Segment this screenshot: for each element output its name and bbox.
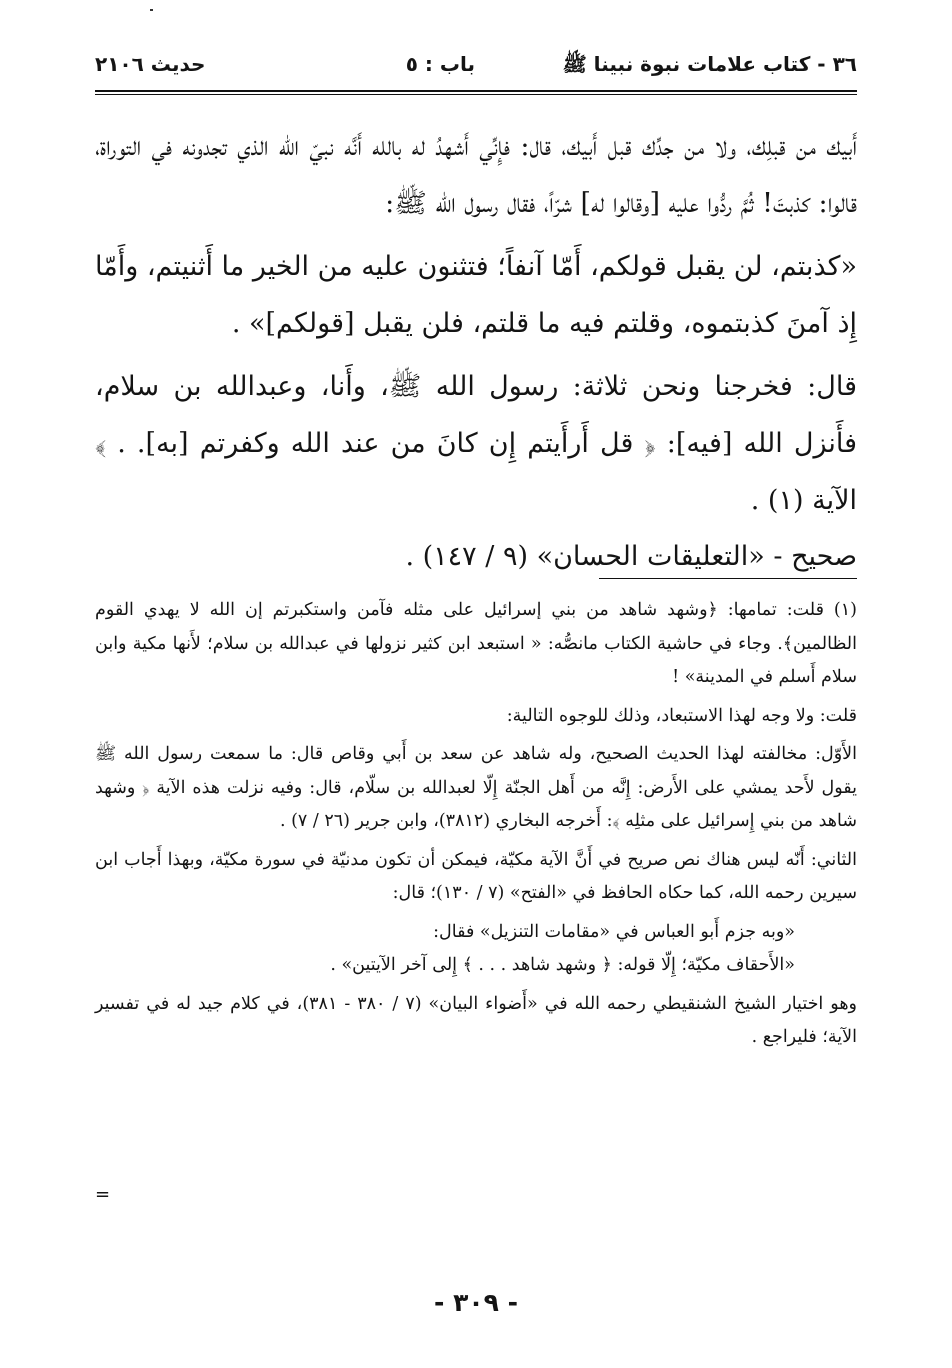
header-rule xyxy=(95,90,857,95)
footnote-quote: «وبه جزم أَبو العباس في «مقامات التنزيل» فقال: xyxy=(433,921,795,942)
footnote-paragraph: الثاني: أَنّه ليس هناك نص صريح في أَنَّ الآية مكيّة، فيمكن أن تكون مدنيّة في سورة مكيّة، وبهذا أَجاب ابن سيرين رحمه الله، كما حكاه الحافظ في «الفتح» (٧ / ١٣٠)؛ قال: xyxy=(95,849,857,903)
footnote-quote: «الأَحقاف مكيّة؛ إِلّا قوله: ﴿ وشهد شاهد . . . ﴾ إِلى آخر الآيتين» . xyxy=(330,955,795,975)
chapter-title: ٣٦ - كتاب علامات نبوة نبينا ﷺ xyxy=(562,52,857,76)
main-paragraph: أَبيك من قبلِك، ولا من جدِّك قبل أَبيك، قال: فإِنِّي أَشهدُ له بالله أَنَّه نبيّ الله الذي تجدونه في التوراة، قالوا: كذبتَ! ثُمَّ ردُّوا عليه [وقالوا له] شرّاً، فقال رسول الله ﷺ: xyxy=(95,131,857,219)
main-paragraph: قال: فخرجنا ونحن ثلاثة: رسول الله ﷺ، وأَنا، وعبدالله بن سلام، فأَنزل الله [فيه]: ﴿ قل أَرأَيتم إِن كانَ من عند الله وكفرتم [به]. . ﴾ الآية (١) . xyxy=(95,371,857,516)
main-text xyxy=(95,118,857,585)
footnote-paragraph: (١) قلت: تمامها: ﴿وشهد شاهد من بني إسرائيل على مثله فآمن واستكبرتم إن الله لا يهدي القوم الظالمين﴾. وجاء في حاشية الكتاب مانصُّه: « استبعد ابن كثير نزولها في عبدالله بن سلام؛ لأَنها مكية وابن سلام أَسلم في المدينة» ! xyxy=(95,600,857,687)
scan-speck xyxy=(150,9,153,11)
main-paragraph: «كذبتم، لن يقبل قولكم، أَمّا آنفاً؛ فتثنون عليه من الخير ما أَثنيتم، وأَمّا إِذ آمنَ كذبتموه، وقلتم فيه ما قلتم، فلن يقبل [قولكم]» . xyxy=(95,251,857,339)
hadith-number: حديث ٢١٠٦ xyxy=(95,52,206,76)
footnotes xyxy=(95,594,857,1060)
footnote-paragraph: وهو اختيار الشيخ الشنقيطي رحمه الله في «أَضواء البيان» (٧ / ٣٨٠ - ٣٨١)، في كلام جيد له في تفسير الآية؛ فليراجع . xyxy=(95,993,857,1047)
section-label: باب : ٥ xyxy=(405,52,475,76)
continuation-mark: = xyxy=(95,1184,111,1205)
grading-line: صحيح - «التعليقات الحسان» (٩ / ١٤٧) . xyxy=(405,541,857,572)
footnote-paragraph: قلت: ولا وجه لهذا الاستبعاد، وذلك للوجوه التالية: xyxy=(506,705,857,726)
running-header xyxy=(95,52,857,86)
page-number: - ٣٠٩ - xyxy=(434,1288,518,1317)
footnote-paragraph: الأَوّل: مخالفته لهذا الحديث الصحيح، وله شاهد عن سعد بن أَبي وقاص قال: ما سمعت رسول الله ﷺ يقول لأَحد يمشي على الأَرض: إِنَّه من أَهل الجنّة إِلّا لعبدالله بن سلّام، قال: وفيه نزلت هذه الآية ﴿ وشهد شاهد من بني إِسرائيل على مثلِه ﴾: أَخرجه البخاري (٣٨١٢)، وابن جرير (٢٦ / ٧) . xyxy=(95,744,857,831)
